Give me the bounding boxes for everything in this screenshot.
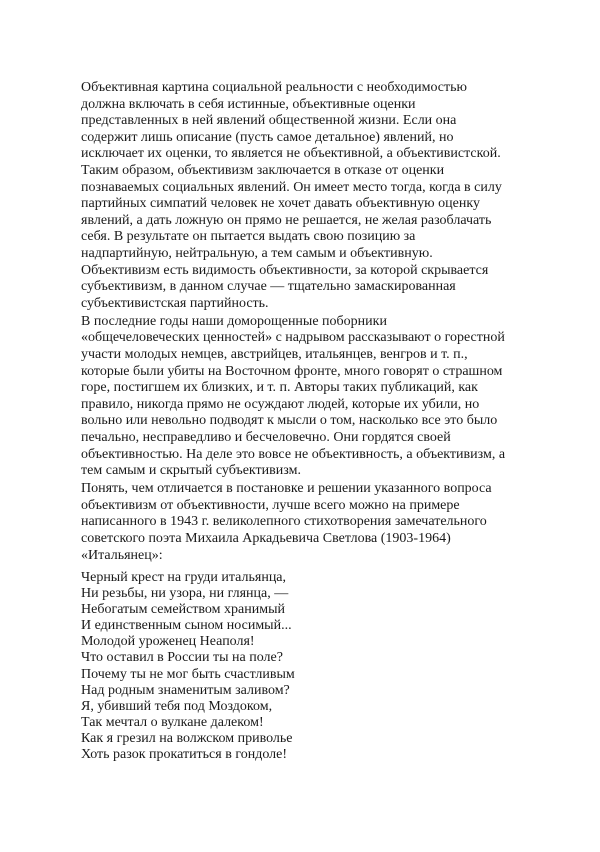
text-line: Понять, чем отличается в постановке и решении указанного вопроса: [81, 481, 492, 497]
text-line: Что оставил в России ты на поле?: [81, 650, 283, 666]
text-line: «общечеловеческих ценностей» с надрывом рассказывают о горестной: [81, 330, 505, 346]
text-line: написанного в 1943 г. великолепного стихотворения замечательного: [81, 514, 487, 530]
text-line: «Итальянец»:: [81, 547, 163, 563]
text-line: Над родным знаменитым заливом?: [81, 682, 290, 698]
text-line: объективизм от объективности, лучше всего можно на примере: [81, 497, 460, 513]
text-line: Объективная картина социальной реальности с необходимостью: [81, 80, 467, 95]
text-line: должна включать в себя истинные, объективные оценки: [81, 96, 416, 112]
text-line: Ни резьбы, ни узора, ни глянца, —: [81, 586, 289, 602]
text-line: советского поэта Михаила Аркадьевича Светлова (1903-1964): [81, 531, 451, 547]
text-line: вольно или невольно подводят к мысли о том, насколько все это было: [81, 413, 498, 429]
text-line: Почему ты не мог быть счастливым: [81, 666, 295, 682]
text-line: Таким образом, объективизм заключается в отказе от оценки: [81, 162, 445, 178]
text-line: партийных симпатий человек не хочет давать объективную оценку: [81, 196, 480, 212]
text-line: явлений, а дать ложную он прямо не решается, не желая разоблачать: [81, 212, 492, 228]
text-line: Я, убивший тебя под Моздоком,: [81, 698, 273, 714]
text-line: представленных в ней явлений общественной жизни. Если она: [81, 113, 457, 129]
text-line: правило, никогда прямо не осуждают людей, которые их убили, но: [81, 396, 480, 412]
text-line: тем самым и скрытый субъективизм.: [81, 463, 301, 479]
text-line: субъективистская партийность.: [81, 295, 269, 311]
text-line: В последние годы наши доморощенные поборники: [81, 313, 387, 329]
text-line: печально, несправедливо и бесчеловечно. Они гордятся своей: [81, 429, 451, 445]
text-line: Объективизм есть видимость объективности, за которой скрывается: [81, 262, 489, 278]
text-line: Черный крест на груди итальянца,: [81, 570, 287, 586]
text-line: познаваемых социальных явлений. Он имеет место тогда, когда в силу: [81, 179, 502, 195]
text-line: содержит лишь описание (пусть самое детальное) явлений, но: [81, 129, 454, 145]
text-line: Небогатым семейством хранимый: [81, 602, 285, 618]
prose-paragraph: [81, 314, 551, 480]
poem-stanza: [81, 570, 551, 763]
text-line: Молодой уроженец Неаполя!: [81, 634, 255, 650]
text-column: [81, 80, 551, 763]
text-line: горе, постигшем их близких, и т. п. Авторы таких публикаций, как: [81, 380, 478, 396]
text-line: объективностью. На деле это вовсе не объективность, а объективизм, а: [81, 446, 506, 462]
text-line: Так мечтал о вулкане далеком!: [81, 714, 264, 730]
text-line: Хоть разок прокатиться в гондоле!: [81, 746, 288, 762]
prose-paragraph: [81, 481, 551, 564]
text-line: себя. В результате он пытается выдать свою позицию за: [81, 229, 416, 245]
text-line: которые были убиты на Восточном фронте, много говорят о страшном: [81, 363, 503, 379]
text-line: субъективизм, в данном случае — тщательно замаскированная: [81, 279, 456, 295]
text-line: И единственным сыном носимый...: [81, 618, 292, 634]
text-line: участи молодых немцев, австрийцев, итальянцев, венгров и т. п.,: [81, 347, 468, 362]
text-line: исключает их оценки, то является не объективной, а объективистской.: [81, 146, 501, 162]
text-line: надпартийную, нейтральную, а тем самым и объективную.: [81, 245, 433, 261]
prose-paragraph: [81, 80, 551, 312]
text-line: Как я грезил на волжском приволье: [81, 730, 293, 746]
